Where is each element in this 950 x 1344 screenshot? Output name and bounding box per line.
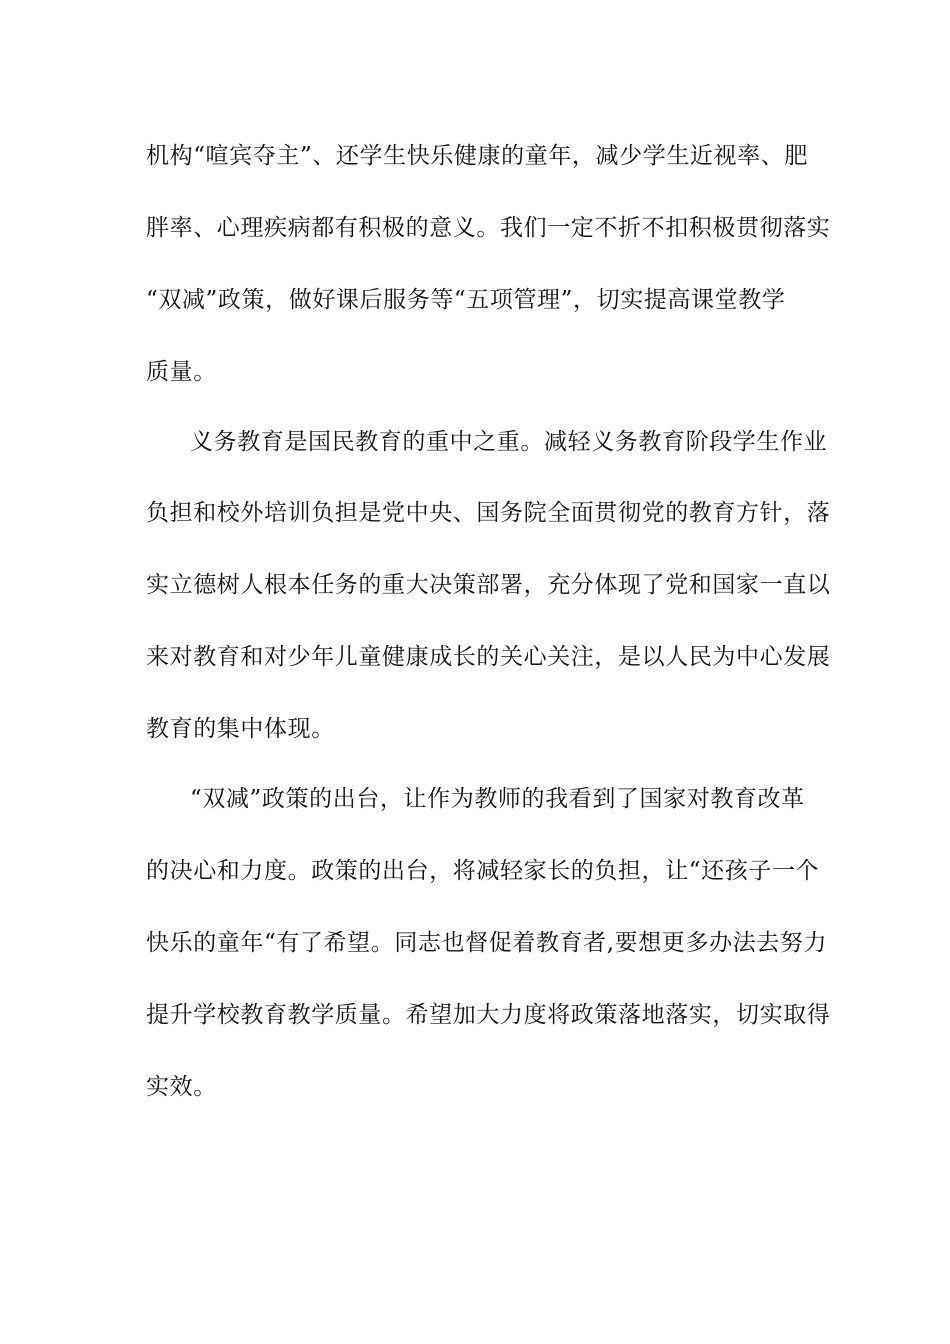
paragraph-2-line-2: 负担和校外培训负担是党中央、国务院全面贯彻党的教育方针，落 xyxy=(146,500,831,526)
paragraph-3-line-5: 实效。 xyxy=(146,1074,217,1100)
paragraph-2-line-4: 来对教育和对少年儿童健康成长的关心关注，是以人民为中心发展 xyxy=(146,644,831,670)
paragraph-1-line-4: 质量。 xyxy=(146,359,217,385)
paragraph-3-line-3: 快乐的童年“有了希望。同志也督促着教育者,要想更多办法去努力 xyxy=(146,930,828,956)
paragraph-3-line-1: “双减”政策的出台，让作为教师的我看到了国家对教育改革 xyxy=(190,786,805,812)
paragraph-2-line-5: 教育的集中体现。 xyxy=(146,716,335,742)
paragraph-1-line-1: 机构“喧宾夺主”、还学生快乐健康的童年，减少学生近视率、肥 xyxy=(146,143,808,169)
paragraph-3-line-2: 的决心和力度。政策的出台，将减轻家长的负担，让“还孩子一个 xyxy=(146,858,820,884)
paragraph-2-line-3: 实立德树人根本任务的重大决策部署，充分体现了党和国家一直以 xyxy=(146,572,831,598)
paragraph-3-line-4: 提升学校教育教学质量。希望加大力度将政策落地落实，切实取得 xyxy=(146,1002,831,1028)
paragraph-2-line-1: 义务教育是国民教育的重中之重。减轻义务教育阶段学生作业 xyxy=(190,429,828,455)
paragraph-1-line-3: “双减”政策，做好课后服务等“五项管理”，切实提高课堂教学 xyxy=(146,287,786,313)
paragraph-1-line-2: 胖率、心理疾病都有积极的意义。我们一定不折不扣积极贯彻落实 xyxy=(146,215,831,241)
